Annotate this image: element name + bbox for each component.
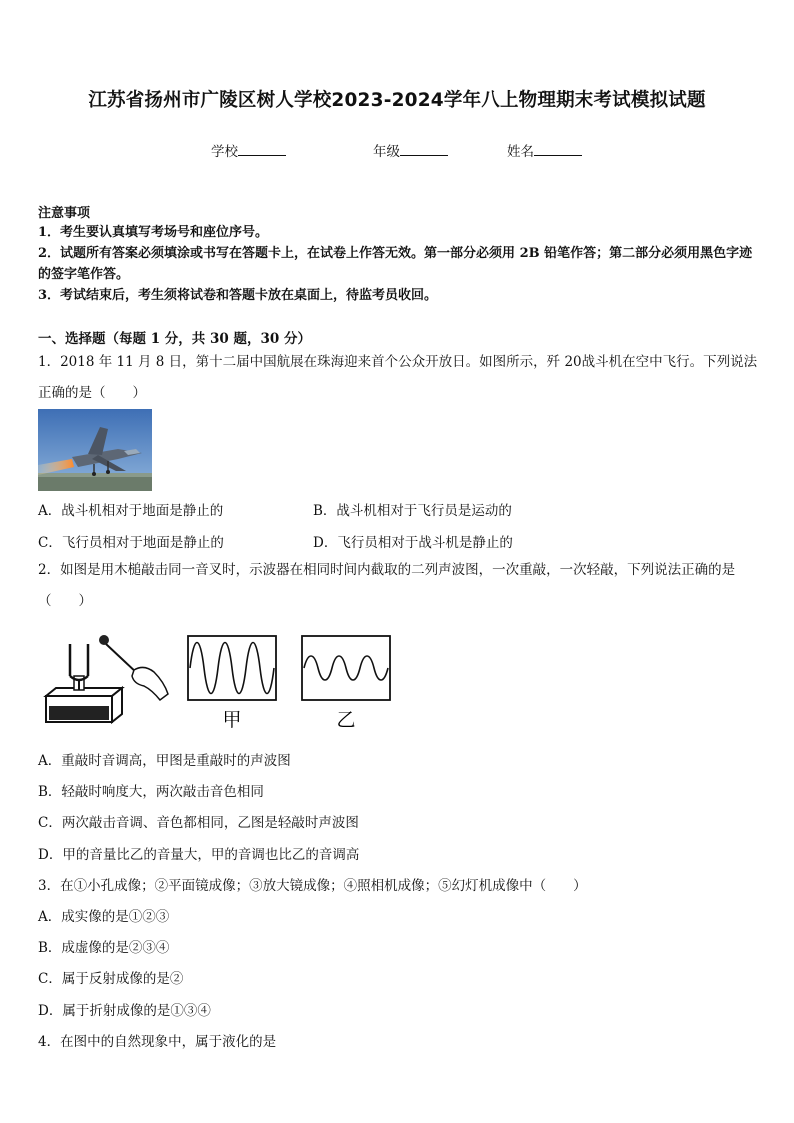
question-1-stem: 1．2018 年 11 月 8 日，第十二届中国航展在珠海迎来首个公众开放日。如图所示，歼 20战斗机在空中飞行。下列说法正确的是（ ） xyxy=(38,354,758,401)
question-1-option-b: B．战斗机相对于飞行员是运动的 xyxy=(313,503,512,519)
fighter-jet-image xyxy=(38,409,152,491)
question-4-stem: 4．在图中的自然现象中，属于液化的是 xyxy=(38,1034,277,1050)
school-blank xyxy=(238,143,286,156)
grade-label: 年级 xyxy=(373,144,400,160)
question-2-option-c: C．两次敲击音调、音色都相同，乙图是轻敲时声波图 xyxy=(38,815,359,831)
waveform-panel-yi xyxy=(302,636,390,700)
note-item: 2．试题所有答案必须填涂或书写在答题卡上，在试卷上作答无效。第一部分必须用 2B 铅笔作答；第二部分必须用黑色字迹的签字笔作答。 xyxy=(38,246,753,282)
page-title: 江苏省扬州市广陵区树人学校2023-2024学年八上物理期末考试模拟试题 xyxy=(88,90,706,111)
notes-heading: 注意事项 xyxy=(38,206,91,221)
question-2-option-a: A．重敲时音调高，甲图是重敲时的声波图 xyxy=(38,753,291,769)
tuning-fork-oscilloscope-figure xyxy=(40,628,400,732)
question-1-option-d: D．飞行员相对于战斗机是静止的 xyxy=(313,535,513,551)
waveform-label-yi: 乙 xyxy=(336,709,356,731)
grade-field xyxy=(373,140,448,160)
note-item: 1．考生要认真填写考场号和座位序号。 xyxy=(38,225,269,240)
notes-list xyxy=(38,222,758,306)
question-3-option-c: C．属于反射成像的是② xyxy=(38,971,184,987)
tuning-fork-drawing xyxy=(46,635,168,722)
section-heading: 一、选择题（每题 1 分，共 30 题，30 分） xyxy=(38,331,311,347)
school-label: 学校 xyxy=(211,144,238,160)
grade-blank xyxy=(400,143,448,156)
question-1-option-c: C．飞行员相对于地面是静止的 xyxy=(38,535,224,551)
question-2-option-d: D．甲的音量比乙的音量大，甲的音调也比乙的音调高 xyxy=(38,847,360,863)
question-3-stem: 3．在①小孔成像；②平面镜成像；③放大镜成像；④照相机成像；⑤幻灯机成像中（ ） xyxy=(38,878,587,894)
question-2-stem: 2．如图是用木槌敲击同一音叉时，示波器在相同时间内截取的二列声波图，一次重敲，一次轻敲，下列说法正确的是（ ） xyxy=(38,562,736,609)
name-blank xyxy=(534,143,582,156)
question-2-option-b: B．轻敲时响度大，两次敲击音色相同 xyxy=(38,784,264,800)
note-item: 3．考试结束后，考生须将试卷和答题卡放在桌面上，待监考员收回。 xyxy=(38,288,438,303)
question-3-option-d: D．属于折射成像的是①③④ xyxy=(38,1003,211,1019)
school-field xyxy=(211,140,286,160)
waveform-panel-jia xyxy=(188,636,276,700)
name-field xyxy=(507,140,582,160)
name-label: 姓名 xyxy=(507,144,534,160)
waveform-label-jia: 甲 xyxy=(222,709,242,731)
question-1-option-a: A．战斗机相对于地面是静止的 xyxy=(38,503,224,519)
question-3-option-b: B．成虚像的是②③④ xyxy=(38,940,170,956)
question-3-option-a: A．成实像的是①②③ xyxy=(38,909,170,925)
